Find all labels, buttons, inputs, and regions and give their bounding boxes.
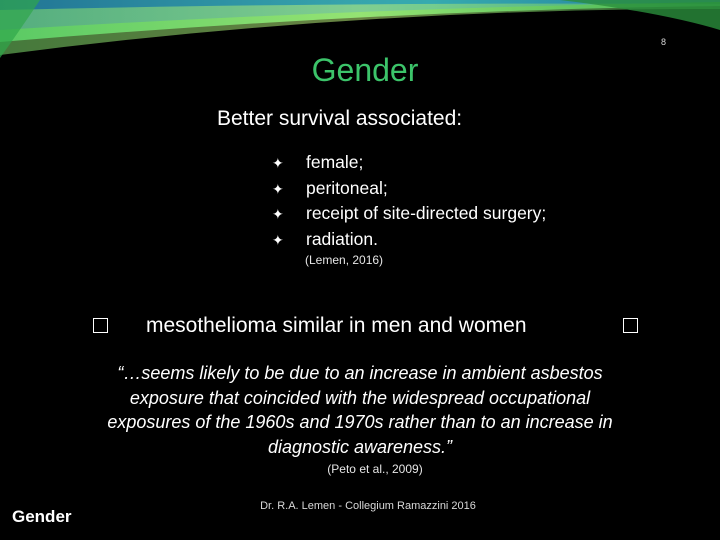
quote-line: exposures of the 1960s and 1970s rather than to an increase in (107, 412, 613, 432)
quote-line: diagnostic awareness.” (267, 436, 453, 457)
four-pointed-star-icon: ✦ (272, 206, 284, 222)
list-item (272, 227, 546, 253)
bullet-text: female; (306, 152, 364, 172)
list-item (272, 150, 546, 176)
four-pointed-star-icon: ✦ (272, 155, 284, 171)
citation-lemen: (Lemen, 2016) (305, 253, 384, 267)
checkbox-icon (623, 318, 638, 333)
quote-line: “…seems likely to be due to an increase in ambient asbestos (117, 363, 603, 383)
page-number: 8 (660, 37, 666, 47)
slide-title: Gender (311, 52, 419, 88)
header-decoration (0, 0, 720, 60)
four-pointed-star-icon: ✦ (272, 180, 284, 197)
citation-peto: (Peto et al., 2009) (327, 462, 423, 476)
list-item (272, 176, 546, 202)
statement-text: mesothelioma similar in men and women (146, 314, 527, 337)
quote-line: exposure that coincided with the widespread occupational (129, 387, 591, 408)
footer-credit: Dr. R.A. Lemen - Collegium Ramazzini 2016 (260, 500, 476, 512)
list-item (272, 201, 546, 227)
quote-block (60, 361, 660, 459)
slide-subtitle: Better survival associated: (217, 107, 463, 130)
bullet-text: radiation. (306, 228, 378, 249)
checkbox-icon (93, 318, 108, 333)
bullet-list (272, 150, 546, 252)
four-pointed-star-icon: ✦ (272, 231, 284, 248)
bullet-text: receipt of site-directed surgery; (306, 203, 547, 223)
bullet-text: peritoneal; (306, 177, 388, 198)
footer-section-label: Gender (12, 507, 72, 526)
